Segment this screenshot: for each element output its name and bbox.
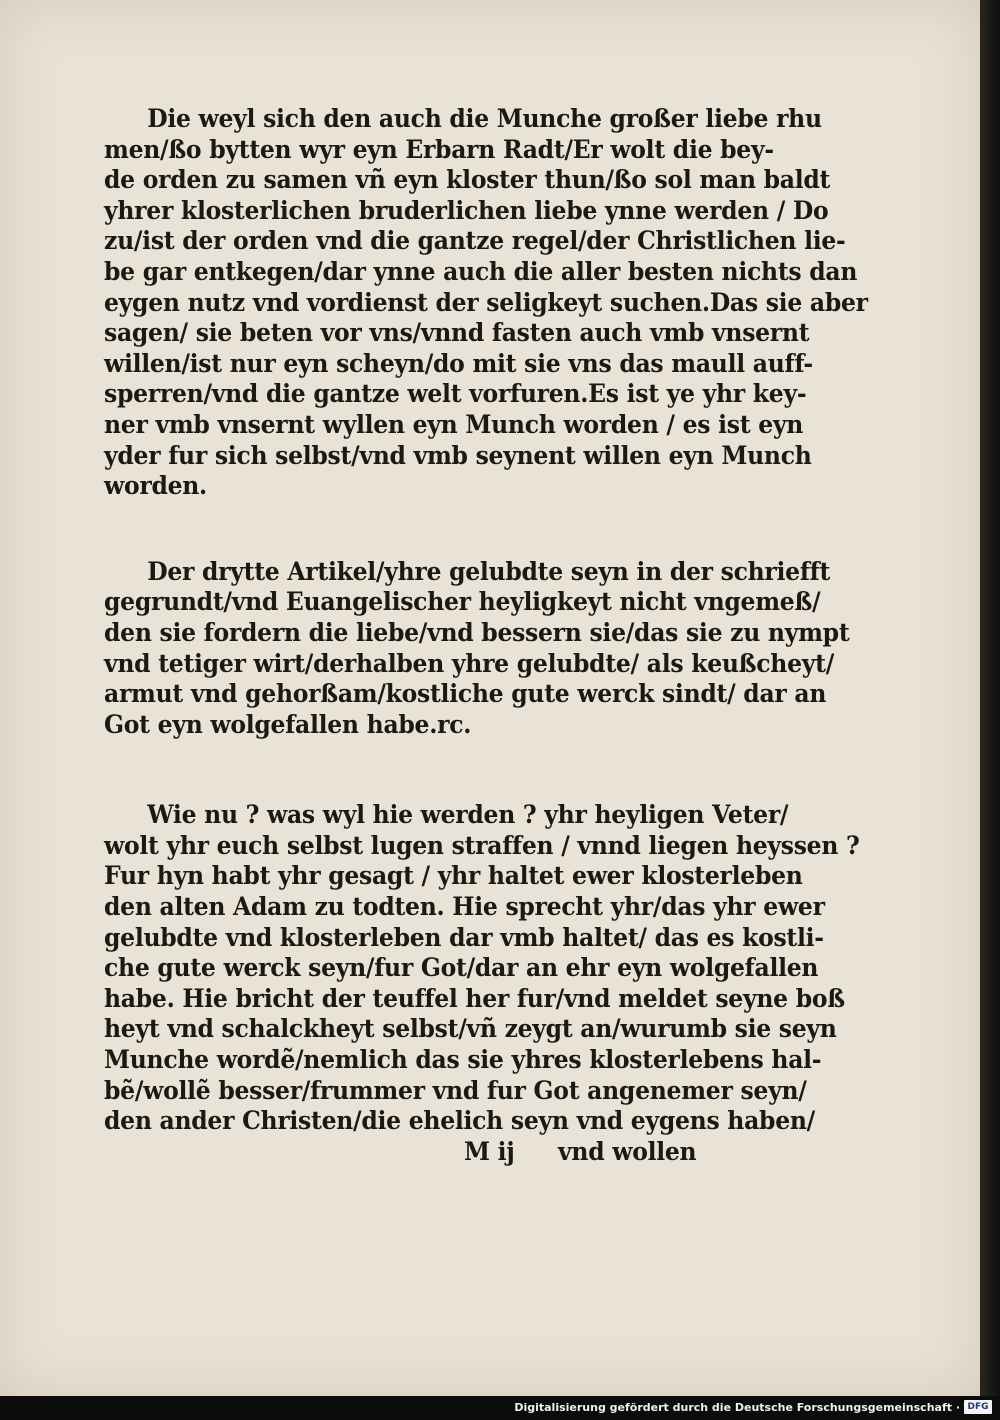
signature-mark: M ij (464, 1136, 515, 1166)
funding-credit: Digitalisierung gefördert durch die Deutsche Forschungsgemeinschaft · (514, 1401, 960, 1414)
text-line: wolt yhr euch selbst lugen straffen / vnnd liegen heyssen ? (104, 830, 860, 860)
text-line: ner vmb vnsernt wyllen eyn Munch worden / es ist eyn (104, 409, 804, 439)
text-line: bẽ/wollẽ besser/frummer vnd fur Got angenemer seyn/ (104, 1075, 807, 1105)
text-line: eygen nutz vnd vordienst der seligkeyt suchen.Das sie aber (104, 287, 868, 317)
page-edge-shadow (980, 0, 1000, 1396)
text-line: den ander Christen/die ehelich seyn vnd eygens haben/ (104, 1106, 815, 1136)
paragraph-gap (104, 740, 753, 800)
text-line: Wie nu ? was wyl hie werden ? yhr heyligen Veter/ (147, 800, 789, 830)
text-line: worden. (104, 471, 207, 501)
text-line: Fur hyn habt yhr gesagt / yhr haltet ewer klosterleben (104, 861, 803, 891)
text-line: armut vnd gehorßam/kostliche gute werck sindt/ dar an (104, 679, 827, 709)
text-line: den sie fordern die liebe/vnd bessern sie/das sie zu nympt (104, 617, 850, 647)
text-line: Die weyl sich den auch die Munche großer liebe rhu (147, 104, 822, 133)
text-line: Got eyn wolgefallen habe.rc. (104, 709, 472, 739)
text-line: vnd tetiger wirt/derhalben yhre gelubdte/ als keußcheyt/ (104, 648, 834, 678)
text-line: gegrundt/vnd Euangelischer heyligkeyt nicht vngemeß/ (104, 587, 821, 617)
text-line: habe. Hie bricht der teuffel her fur/vnd meldet seyne boß (104, 983, 845, 1013)
text-line: yhrer klosterlichen bruderlichen liebe ynne werden / Do (104, 195, 829, 225)
text-line: den alten Adam zu todten. Hie sprecht yhr/das yhr ewer (104, 892, 825, 922)
paragraph-1 (104, 104, 868, 502)
text-line: gelubdte vnd klosterleben dar vmb haltet/ das es kostli- (104, 922, 824, 952)
text-line: zu/ist der orden vnd die gantze regel/der Christlichen lie- (104, 226, 846, 256)
text-line: be gar entkegen/dar ynne auch die aller besten nichts dan (104, 256, 858, 286)
text-line: yder fur sich selbst/vnd vmb seynent willen eyn Munch (104, 440, 812, 470)
footer-bar (0, 1396, 1000, 1420)
text-line: willen/ist nur eyn scheyn/do mit sie vns das maull auff- (104, 348, 813, 378)
text-line: heyt vnd schalckheyt selbst/vñ zeygt an/wurumb sie seyn (104, 1014, 837, 1044)
text-line: che gute werck seyn/fur Got/dar an ehr eyn wolgefallen (104, 953, 819, 983)
catchword: vnd wollen (558, 1136, 697, 1166)
dfg-logo-icon: DFG (964, 1400, 992, 1414)
signature-line (104, 1137, 753, 1167)
text-line: sperren/vnd die gantze welt vorfuren.Es ist ye yhr key- (104, 379, 807, 409)
text-line: men/ßo bytten wyr eyn Erbarn Radt/Er wolt die bey- (104, 134, 774, 164)
text-line: sagen/ sie beten vor vns/vnnd fasten auch vmb vnsernt (104, 318, 810, 348)
paragraph-3 (104, 800, 860, 1137)
text-line: Munche wordẽ/nemlich das sie yhres klosterlebens hal- (104, 1045, 822, 1075)
paragraph-gap (104, 502, 753, 557)
page-text (104, 104, 868, 1167)
text-line: Der drytte Artikel/yhre gelubdte seyn in der schriefft (147, 556, 831, 586)
paragraph-2 (104, 556, 850, 741)
text-line: de orden zu samen vñ eyn kloster thun/ßo sol man baldt (104, 165, 831, 195)
